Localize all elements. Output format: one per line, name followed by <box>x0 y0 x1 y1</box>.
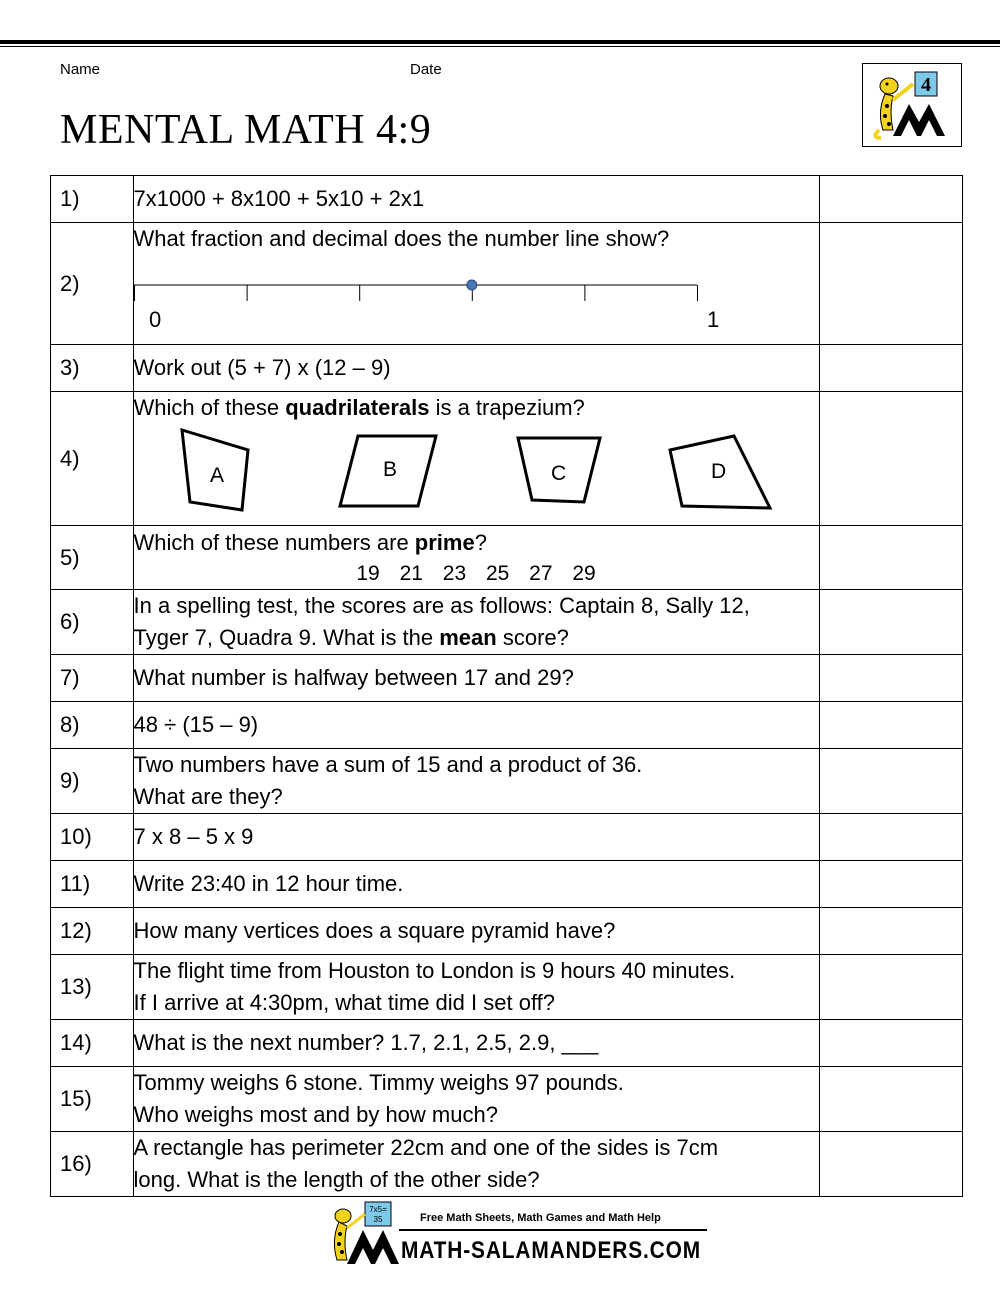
shape-label-b: B <box>382 458 397 481</box>
answer-box[interactable] <box>819 955 962 1020</box>
question-number: 6) <box>51 590 134 655</box>
number-list <box>134 559 819 589</box>
question-text: 7x1000 + 8x100 + 5x10 + 2x1 <box>133 186 425 211</box>
question-text: Which of these numbers are prime? <box>133 529 487 555</box>
answer-box[interactable] <box>819 392 962 526</box>
footer-sign-line-1: 7x5= <box>369 1205 387 1214</box>
footer-sign-line-2: 35 <box>373 1215 383 1224</box>
question-text: Work out (5 + 7) x (12 – 9) <box>133 345 819 392</box>
question-row-2 <box>51 223 963 345</box>
question-text-line: The flight time from Houston to London is 9 hours 40 minutes. <box>133 958 736 983</box>
question-number: 2) <box>51 223 134 345</box>
question-row-1 <box>51 176 963 223</box>
answer-box[interactable] <box>819 702 962 749</box>
answer-box[interactable] <box>819 1020 962 1067</box>
question-row-4 <box>51 392 963 526</box>
question-number: 7) <box>51 655 134 702</box>
question-text-line: What are they? <box>133 784 283 809</box>
number-item: 25 <box>485 561 510 585</box>
question-number: 16) <box>51 1132 134 1197</box>
question-row-10 <box>51 814 963 861</box>
number-line-marker <box>466 280 476 290</box>
logo-grade-number: 4 <box>921 74 931 96</box>
name-label: Name <box>60 61 101 78</box>
question-number: 12) <box>51 908 134 955</box>
number-item: 29 <box>572 561 596 585</box>
number-item: 21 <box>399 561 423 585</box>
page-title: MENTAL MATH 4:9 <box>60 107 432 153</box>
question-row-5 <box>51 526 963 590</box>
question-number: 13) <box>51 955 134 1020</box>
question-number: 8) <box>51 702 134 749</box>
answer-box[interactable] <box>819 861 962 908</box>
question-text: Write 23:40 in 12 hour time. <box>133 861 819 908</box>
answer-box[interactable] <box>819 814 962 861</box>
footer-site-name: MATH-SALAMANDERS.COM <box>401 1237 701 1264</box>
number-line-end-label: 1 <box>706 307 719 332</box>
quadrilateral-shapes <box>134 424 819 516</box>
footer-logo <box>325 1200 715 1270</box>
question-row-9 <box>51 749 963 814</box>
date-label: Date <box>410 61 442 78</box>
question-row-12 <box>51 908 963 955</box>
question-text-line: Tommy weighs 6 stone. Timmy weighs 97 pounds. <box>133 1070 624 1095</box>
shape-label-c: C <box>550 462 566 485</box>
question-row-14 <box>51 1020 963 1067</box>
grade-logo <box>862 63 962 147</box>
question-text-line: A rectangle has perimeter 22cm and one of the sides is 7cm <box>133 1135 719 1160</box>
question-row-15 <box>51 1067 963 1132</box>
question-text-line: long. What is the length of the other side? <box>133 1167 540 1192</box>
question-text-line: In a spelling test, the scores are as follows: Captain 8, Sally 12, <box>133 593 750 618</box>
question-row-13 <box>51 955 963 1020</box>
question-row-3 <box>51 345 963 392</box>
shape-label-a: A <box>209 464 224 487</box>
question-row-8 <box>51 702 963 749</box>
answer-box[interactable] <box>819 176 962 223</box>
question-number: 10) <box>51 814 134 861</box>
salamander-logo-icon <box>863 64 961 146</box>
question-number: 4) <box>51 392 134 526</box>
question-row-16 <box>51 1132 963 1197</box>
question-text-line: Tyger 7, Quadra 9. What is the mean score? <box>133 625 569 650</box>
number-item: 23 <box>442 561 467 585</box>
question-number: 3) <box>51 345 134 392</box>
question-row-11 <box>51 861 963 908</box>
question-row-6 <box>51 590 963 655</box>
number-item: 27 <box>529 561 553 585</box>
answer-box[interactable] <box>819 908 962 955</box>
question-row-7 <box>51 655 963 702</box>
question-text-line: If I arrive at 4:30pm, what time did I set off? <box>133 990 556 1015</box>
question-text: What number is halfway between 17 and 29? <box>133 655 819 702</box>
answer-box[interactable] <box>819 526 962 590</box>
top-rule-thick <box>0 40 1000 44</box>
number-item: 19 <box>356 561 380 585</box>
question-number: 9) <box>51 749 134 814</box>
number-line-start-label: 0 <box>148 307 161 332</box>
answer-box[interactable] <box>819 655 962 702</box>
number-line <box>134 255 819 335</box>
shape-label-d: D <box>710 460 726 483</box>
answer-box[interactable] <box>819 223 962 345</box>
question-number: 14) <box>51 1020 134 1067</box>
question-text: How many vertices does a square pyramid have? <box>133 908 819 955</box>
question-text: 7 x 8 – 5 x 9 <box>133 814 819 861</box>
answer-box[interactable] <box>819 749 962 814</box>
salamander-footer-icon <box>325 1200 715 1270</box>
question-number: 5) <box>51 526 134 590</box>
question-number: 1) <box>51 176 134 223</box>
top-rule-thin <box>0 46 1000 47</box>
question-text: What fraction and decimal does the number line show? <box>133 226 670 251</box>
answer-box[interactable] <box>819 590 962 655</box>
answer-box[interactable] <box>819 1067 962 1132</box>
question-number: 11) <box>51 861 134 908</box>
question-text-line: Who weighs most and by how much? <box>133 1102 498 1127</box>
question-text: What is the next number? 1.7, 2.1, 2.5, 2.9, ___ <box>133 1020 819 1067</box>
question-text-line: Two numbers have a sum of 15 and a product of 36. <box>133 752 643 777</box>
question-text: Which of these quadrilaterals is a trapezium? <box>133 395 585 420</box>
footer-tagline: Free Math Sheets, Math Games and Math Help <box>420 1212 661 1224</box>
questions-table <box>50 175 963 1197</box>
answer-box[interactable] <box>819 1132 962 1197</box>
question-text: 48 ÷ (15 – 9) <box>133 702 819 749</box>
answer-box[interactable] <box>819 345 962 392</box>
question-number: 15) <box>51 1067 134 1132</box>
